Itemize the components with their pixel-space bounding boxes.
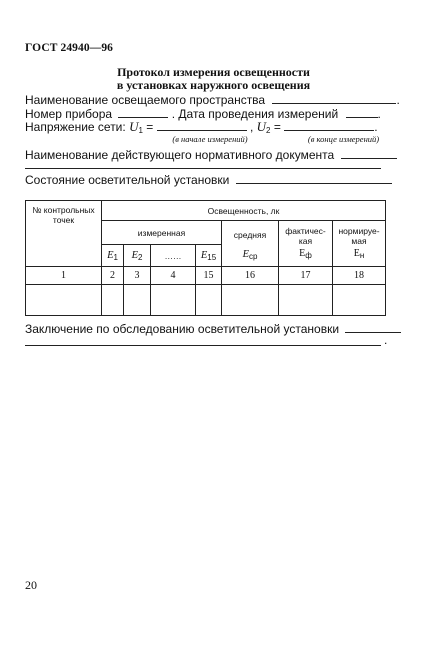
- col-measured-header: измеренная: [102, 221, 222, 245]
- u2-caption: (в конце измерений): [307, 134, 380, 144]
- table-cell[interactable]: [279, 285, 333, 316]
- conclusion-label: Заключение по обследованию осветительной установки: [25, 322, 340, 336]
- e1-subscript: 1: [113, 252, 118, 262]
- state-label: Состояние осветительной установки: [25, 173, 230, 187]
- col-norm-label: нормируе-мая: [338, 226, 380, 246]
- table-cell[interactable]: [26, 285, 102, 316]
- u1-subscript: 1: [138, 126, 143, 135]
- device-date-row: Номер прибора . Дата проведения измерений .: [25, 107, 381, 121]
- act-subscript: ф: [305, 251, 312, 260]
- col-actual-header: [279, 221, 333, 267]
- u2-field[interactable]: [284, 120, 374, 131]
- avg-symbol: E: [242, 249, 249, 260]
- u1-equals: =: [146, 120, 154, 134]
- space-name-row: Наименование освещаемого пространства .: [25, 93, 400, 107]
- table-cell[interactable]: [333, 285, 386, 316]
- col-number: 16: [222, 267, 279, 285]
- doc-label: Наименование действующего нормативного документа: [25, 148, 335, 162]
- act-symbol: E: [299, 248, 306, 259]
- u2-symbol: U: [256, 119, 267, 134]
- col-average-header: [222, 221, 279, 267]
- doc-field[interactable]: [341, 148, 397, 159]
- col-number: 17: [279, 267, 333, 285]
- conclusion-row: [25, 322, 395, 336]
- e2-symbol: E: [131, 249, 138, 261]
- e2-header: [124, 245, 151, 267]
- space-name-field[interactable]: [272, 93, 396, 104]
- norm-subscript: н: [359, 251, 365, 260]
- conclusion-field[interactable]: [345, 322, 401, 333]
- doc-row: [25, 148, 395, 162]
- measurements-table: [25, 200, 386, 316]
- e15-symbol: E: [200, 249, 208, 261]
- page-number: 20: [25, 578, 37, 592]
- device-label: Номер прибора: [25, 107, 113, 121]
- u1-caption: (в начале измерений): [172, 134, 248, 144]
- device-number-field[interactable]: [118, 107, 168, 118]
- u1-symbol: U: [129, 119, 139, 134]
- e1-header: [102, 245, 124, 267]
- voltage-label: Напряжение сети:: [25, 120, 126, 134]
- e15-subscript: 15: [207, 252, 217, 262]
- col-norm-header: [333, 221, 386, 267]
- col-number: 2: [102, 267, 124, 285]
- protocol-title-line-1: Протокол измерения освещенности: [117, 65, 310, 79]
- u2-subscript: 2: [266, 126, 271, 135]
- col-number: 18: [333, 267, 386, 285]
- table-cell[interactable]: [222, 285, 279, 316]
- e15-header: [196, 245, 222, 267]
- col-average-label: средняя: [233, 230, 267, 240]
- blank-data-row[interactable]: [26, 285, 386, 316]
- doc-field-continuation[interactable]: [25, 168, 381, 169]
- table-cell[interactable]: [102, 285, 124, 316]
- col-illum-header: Освещенность, лк: [102, 201, 386, 221]
- column-number-row: [26, 267, 386, 285]
- col-number: 4: [151, 267, 196, 285]
- voltage-row: Напряжение сети: $U_1$ = , $U_2$ = .: [25, 119, 378, 135]
- date-label: . Дата проведения измерений: [171, 107, 339, 121]
- table-cell[interactable]: [124, 285, 151, 316]
- e2-subscript: 2: [137, 252, 143, 262]
- protocol-title-line-2: в установках наружного освещения: [116, 78, 311, 92]
- space-name-label: Наименование освещаемого пространства: [25, 93, 266, 107]
- state-field[interactable]: [236, 173, 392, 184]
- norm-symbol: E: [353, 248, 360, 259]
- conclusion-period: .: [384, 333, 388, 347]
- col-number: 15: [196, 267, 222, 285]
- standard-header: ГОСТ 24940—96: [25, 42, 114, 54]
- col-point-header: № контрольных точек: [26, 201, 102, 267]
- conclusion-field-continuation[interactable]: [25, 345, 381, 346]
- avg-subscript: ср: [248, 252, 258, 261]
- e1-symbol: E: [107, 249, 114, 261]
- u1-field[interactable]: [157, 120, 247, 131]
- dots-header: ……: [151, 245, 196, 267]
- col-actual-label: фактичес-кая: [285, 226, 326, 246]
- table-cell[interactable]: [151, 285, 196, 316]
- u2-equals: =: [273, 120, 281, 134]
- table-cell[interactable]: [196, 285, 222, 316]
- state-row: [25, 173, 395, 187]
- date-field[interactable]: [346, 107, 378, 118]
- col-number: 3: [124, 267, 151, 285]
- col-number: 1: [26, 267, 102, 285]
